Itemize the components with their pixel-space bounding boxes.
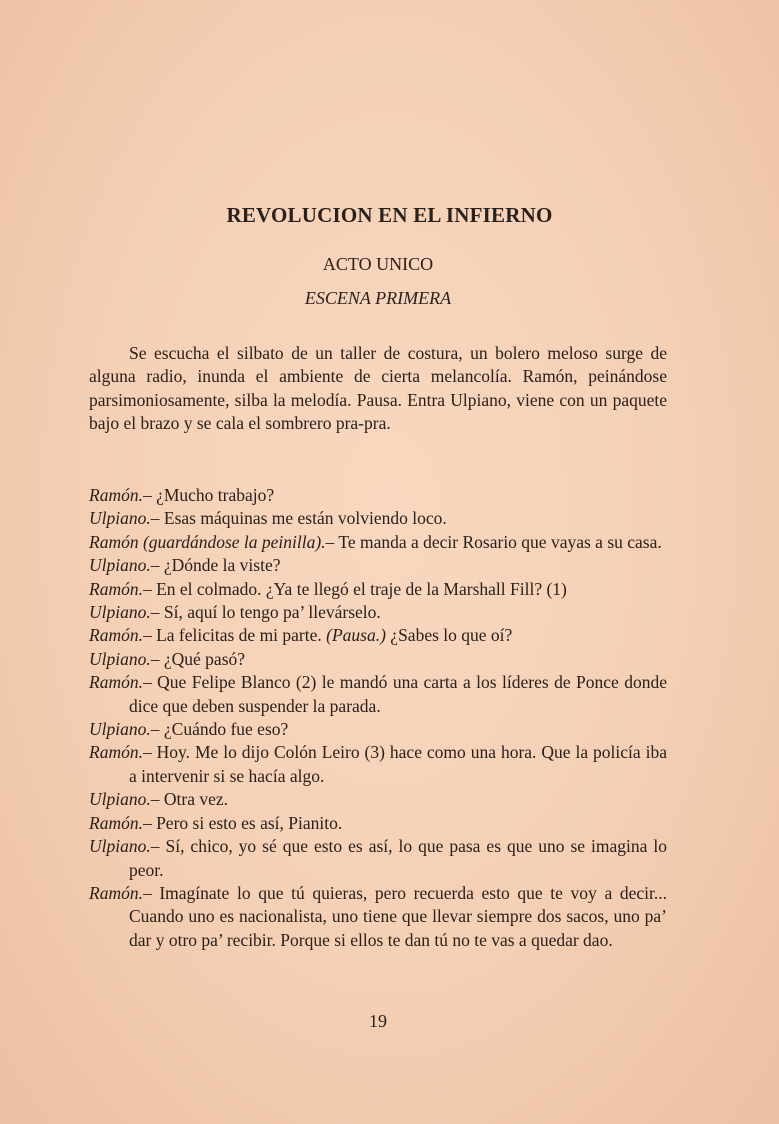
- speaker: Ramón.–: [89, 742, 152, 763]
- line-text: Esas máquinas me están volviendo loco.: [159, 508, 447, 529]
- stage-direction: Se escucha el silbato de un taller de costura, un bolero meloso surge de alguna radio, inunda el ambiente de cierta melancolía. Ramón, peinándose parsimoniosamente, silba la melodía. Pausa. Entra Ulpiano, viene con un paquete bajo el brazo y se cala el sombrero pra-pra.: [89, 343, 667, 434]
- speaker: Ulpiano.–: [89, 836, 160, 857]
- dialogue: [89, 484, 667, 952]
- line-text: La felicitas de mi parte.: [151, 625, 322, 646]
- speaker: Ulpiano.–: [89, 555, 160, 576]
- speaker: Ulpiano.–: [89, 602, 160, 623]
- play-title: REVOLUCION EN EL INFIERNO: [226, 203, 553, 227]
- line-text: Sí, chico, yo sé que esto es así, lo que pasa es que uno se imagina lo peor.: [129, 836, 667, 880]
- line-text: Otra vez.: [159, 789, 229, 810]
- inline-stage-direction: (Pausa.): [326, 625, 386, 646]
- dialogue-line: [89, 741, 667, 788]
- dialogue-line: [89, 578, 667, 601]
- speaker: Ulpiano.–: [89, 508, 160, 529]
- dialogue-line: [89, 531, 667, 554]
- line-text: Sí, aquí lo tengo pa’ llevárselo.: [159, 602, 381, 623]
- dialogue-line: [89, 648, 667, 671]
- line-text: ¿Mucho trabajo?: [151, 485, 275, 505]
- dialogue-line: [89, 671, 667, 718]
- speaker: Ramón.–: [89, 625, 152, 646]
- dialogue-line: [89, 507, 667, 530]
- line-text: ¿Sabes lo que oí?: [385, 625, 513, 646]
- speaker: Ramón.–: [89, 485, 152, 505]
- line-text: En el colmado. ¿Ya te llegó el traje de la Marshall Fill? (1): [151, 578, 567, 599]
- line-text: Que Felipe Blanco (2) le mandó una carta a los líderes de Ponce donde dice que deben suspender la parada.: [129, 672, 667, 716]
- speaker: Ramón.–: [89, 882, 152, 903]
- dialogue-line: [89, 882, 667, 952]
- dialogue-line: [89, 788, 667, 811]
- line-text: Pero si esto es así, Pianito.: [151, 812, 343, 833]
- speaker: Ramón.–: [89, 812, 152, 833]
- line-text: Te manda a decir Rosario que vayas a su casa.: [334, 531, 662, 552]
- speaker: Ulpiano.–: [89, 648, 160, 669]
- dialogue-line: [89, 835, 667, 882]
- dialogue-line: [89, 718, 667, 741]
- line-text: ¿Cuándo fue eso?: [159, 719, 289, 740]
- line-text: ¿Qué pasó?: [159, 648, 246, 669]
- dialogue-line: [89, 601, 667, 624]
- line-text: Hoy. Me lo dijo Colón Leiro (3) hace como una hora. Que la policía iba a intervenir si se hacía algo.: [129, 742, 667, 786]
- dialogue-line: [89, 624, 667, 647]
- speaker: Ramón (guardándose la peinilla).–: [89, 531, 335, 552]
- act-heading: ACTO UNICO: [322, 254, 434, 274]
- speaker: Ramón.–: [89, 672, 152, 693]
- dialogue-line: [89, 554, 667, 577]
- line-text: Imagínate lo que tú quieras, pero recuerda esto que te voy a decir... Cuando uno es nacionalista, uno tiene que llevar siempre dos sacos, uno pa’ dar y otro pa’ recibir. Porque si ellos te dan tú no te vas a quedar dao.: [129, 882, 667, 950]
- dialogue-line: [89, 812, 667, 835]
- page-number: 19: [369, 1011, 387, 1031]
- line-text: ¿Dónde la viste?: [159, 555, 281, 576]
- speaker: Ulpiano.–: [89, 789, 160, 810]
- scene-heading: ESCENA PRIMERA: [304, 288, 452, 308]
- speaker: Ramón.–: [89, 578, 152, 599]
- dialogue-line: [89, 484, 667, 507]
- speaker: Ulpiano.–: [89, 719, 160, 740]
